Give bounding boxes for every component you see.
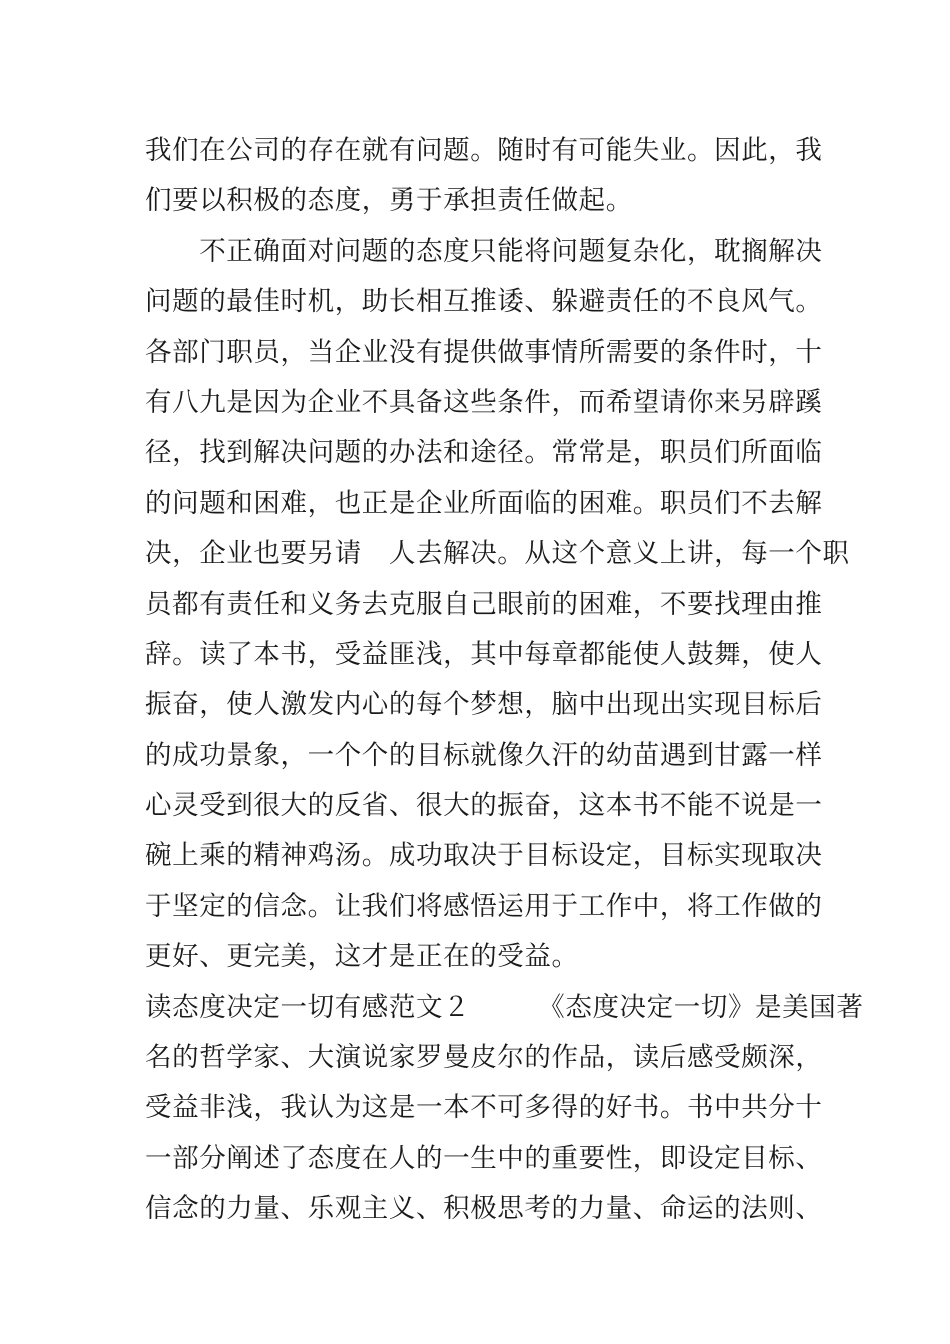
text-line: 辞。读了本书，受益匪浅，其中每章都能使人鼓舞，使人 <box>145 638 823 670</box>
text-line: 于坚定的信念。让我们将感悟运用于工作中，将工作做的 <box>145 890 823 922</box>
text-line: 碗上乘的精神鸡汤。成功取决于目标设定，目标实现取决 <box>145 840 823 872</box>
text-line: 心灵受到很大的反省、很大的振奋，这本书不能不说是一 <box>145 790 823 822</box>
document-body <box>145 126 864 1235</box>
text-line: 各部门职员，当企业没有提供做事情所需要的条件时，十 <box>145 336 823 368</box>
text-line: 决，企业也要另请 人去解决。从这个意义上讲，每一个职 <box>145 538 850 570</box>
section-heading-line: 读态度决定一切有感范文２ 《态度决定一切》是美国著 <box>145 991 864 1023</box>
text-line: 有八九是因为企业不具备这些条件，而希望请你来另辟蹊 <box>145 386 823 418</box>
text-line: 名的哲学家、大演说家罗曼皮尔的作品，读后感受颇深， <box>145 1042 823 1074</box>
text-line: 一部分阐述了态度在人的一生中的重要性，即设定目标、 <box>145 1142 823 1174</box>
text-line: 受益非浅，我认为这是一本不可多得的好书。书中共分十 <box>145 1092 823 1124</box>
text-line: 的问题和困难，也正是企业所面临的困难。职员们不去解 <box>145 487 823 519</box>
text-line: 们要以积极的态度，勇于承担责任做起。 <box>145 185 633 217</box>
text-line: 不正确面对问题的态度只能将问题复杂化，耽搁解决 <box>145 235 823 267</box>
text-line: 更好、更完美，这才是正在的受益。 <box>145 941 579 973</box>
text-line: 的成功景象，一个个的目标就像久汗的幼苗遇到甘露一样 <box>145 739 823 771</box>
text-line: 员都有责任和义务去克服自己眼前的困难，不要找理由推 <box>145 588 823 620</box>
text-line: 问题的最佳时机，助长相互推诿、躲避责任的不良风气。 <box>145 286 823 318</box>
text-line: 振奋，使人激发内心的每个梦想，脑中出现出实现目标后 <box>145 689 823 721</box>
text-line: 我们在公司的存在就有问题。随时有可能失业。因此，我 <box>145 135 823 166</box>
text-line: 径，找到解决问题的办法和途径。常常是，职员们所面临 <box>145 437 823 469</box>
text-line: 信念的力量、乐观主义、积极思考的力量、命运的法则、 <box>145 1193 823 1225</box>
